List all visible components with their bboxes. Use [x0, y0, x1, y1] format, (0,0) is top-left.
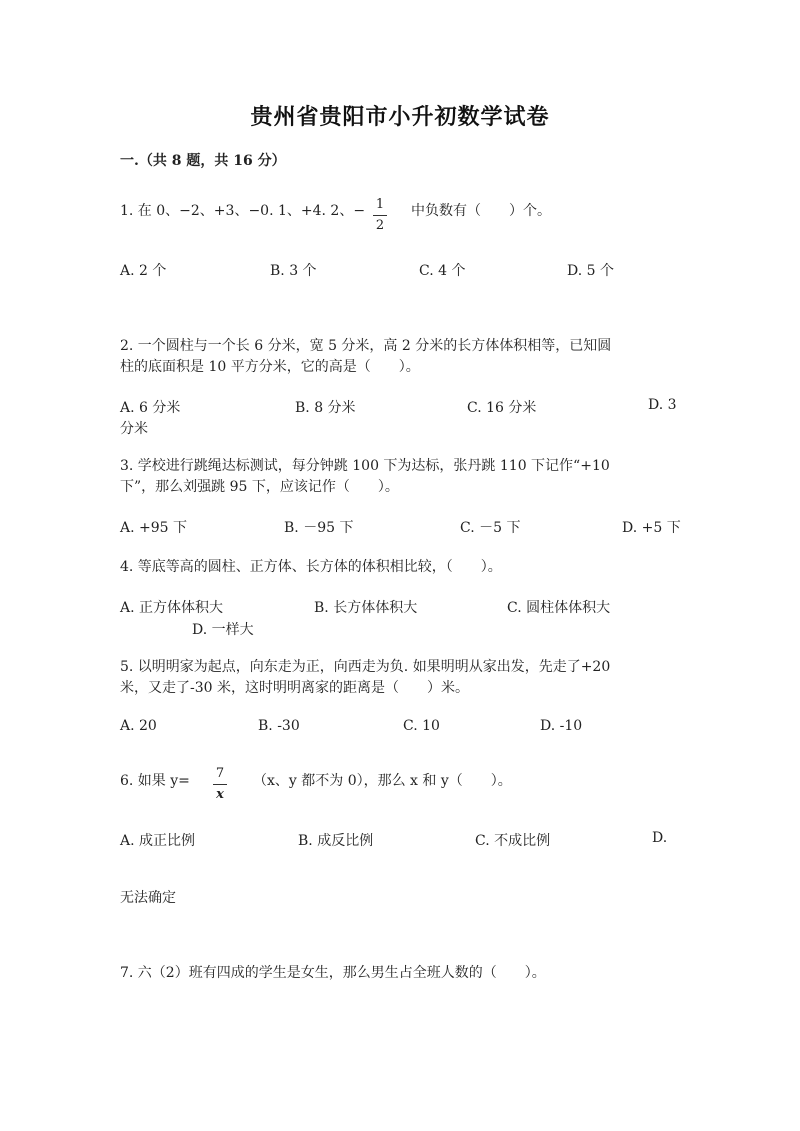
option-d[interactable]: D. — [652, 830, 668, 846]
question-7-text: 7. 六（2）班有四成的学生是女生，那么男生占全班人数的（ ）。 — [120, 965, 546, 981]
fraction-bar — [213, 784, 227, 785]
fraction-bar — [373, 215, 387, 216]
option-b[interactable]: B. －95 下 — [284, 520, 354, 536]
question-6-text: 6. 如果 y= — [120, 773, 190, 789]
page-title: 贵州省贵阳市小升初数学试卷 — [250, 104, 550, 130]
option-c[interactable]: C. －5 下 — [460, 520, 521, 536]
question-1-text: 1. 在 0、−2、+3、−0. 1、+4. 2、− — [120, 203, 366, 219]
section-heading: 一.（共 8 题，共 16 分） — [120, 153, 286, 169]
option-a[interactable]: A. 6 分米 — [120, 400, 181, 416]
option-a[interactable]: A. 正方体体积大 — [120, 600, 224, 616]
option-b[interactable]: B. 8 分米 — [295, 400, 356, 416]
option-b[interactable]: B. -30 — [258, 718, 300, 734]
option-a[interactable]: A. 20 — [120, 718, 157, 734]
fraction-numerator: 7 — [215, 766, 225, 781]
question-5-line-2: 米，又走了-30 米，这时明明离家的距离是（ ）米。 — [120, 680, 469, 696]
option-c[interactable]: C. 10 — [403, 718, 440, 734]
question-4-text: 4. 等底等高的圆柱、正方体、长方体的体积相比较，（ ）。 — [120, 559, 502, 575]
option-a[interactable]: A. 成正比例 — [120, 833, 196, 849]
option-c[interactable]: C. 圆柱体体积大 — [507, 600, 611, 616]
fraction-numerator: 1 — [375, 197, 385, 212]
option-c[interactable]: C. 不成比例 — [475, 833, 551, 849]
question-5-line-1: 5. 以明明家为起点，向东走为正，向西走为负. 如果明明从家出发，先走了+20 — [120, 659, 611, 675]
question-2-line-1: 2. 一个圆柱与一个长 6 分米，宽 5 分米，高 2 分米的长方体体积相等，已知圆 — [120, 338, 612, 354]
option-d[interactable]: D. 3 — [648, 397, 677, 413]
question-6-text-end: （x、y 都不为 0），那么 x 和 y（ ）。 — [253, 773, 512, 789]
option-d[interactable]: D. -10 — [540, 718, 583, 734]
option-c[interactable]: C. 16 分米 — [467, 400, 537, 416]
fraction-one-half — [373, 197, 387, 234]
question-3-line-1: 3. 学校进行跳绳达标测试，每分钟跳 100 下为达标，张丹跳 110 下记作“+10 — [120, 458, 610, 474]
option-c[interactable]: C. 4 个 — [419, 263, 466, 279]
question-1-text-end: 中负数有（ ）个。 — [411, 203, 551, 219]
option-d-continued: 无法确定 — [120, 890, 176, 906]
option-b[interactable]: B. 3 个 — [270, 263, 317, 279]
question-3-line-2: 下”，那么刘强跳 95 下，应该记作（ ）。 — [120, 479, 399, 495]
question-2-line-2: 柱的底面积是 10 平方分米，它的高是（ ）。 — [120, 359, 420, 375]
option-a[interactable]: A. +95 下 — [120, 520, 188, 536]
option-d[interactable]: D. 5 个 — [567, 263, 614, 279]
fraction-seven-over-x — [213, 766, 227, 803]
option-d[interactable]: D. 一样大 — [192, 622, 254, 638]
option-d-continued: 分米 — [120, 421, 148, 437]
option-b[interactable]: B. 成反比例 — [298, 833, 374, 849]
option-b[interactable]: B. 长方体体积大 — [314, 600, 418, 616]
fraction-denominator: x — [216, 787, 224, 802]
fraction-denominator: 2 — [375, 218, 385, 233]
option-a[interactable]: A. 2 个 — [120, 263, 167, 279]
option-d[interactable]: D. +5 下 — [622, 520, 681, 536]
